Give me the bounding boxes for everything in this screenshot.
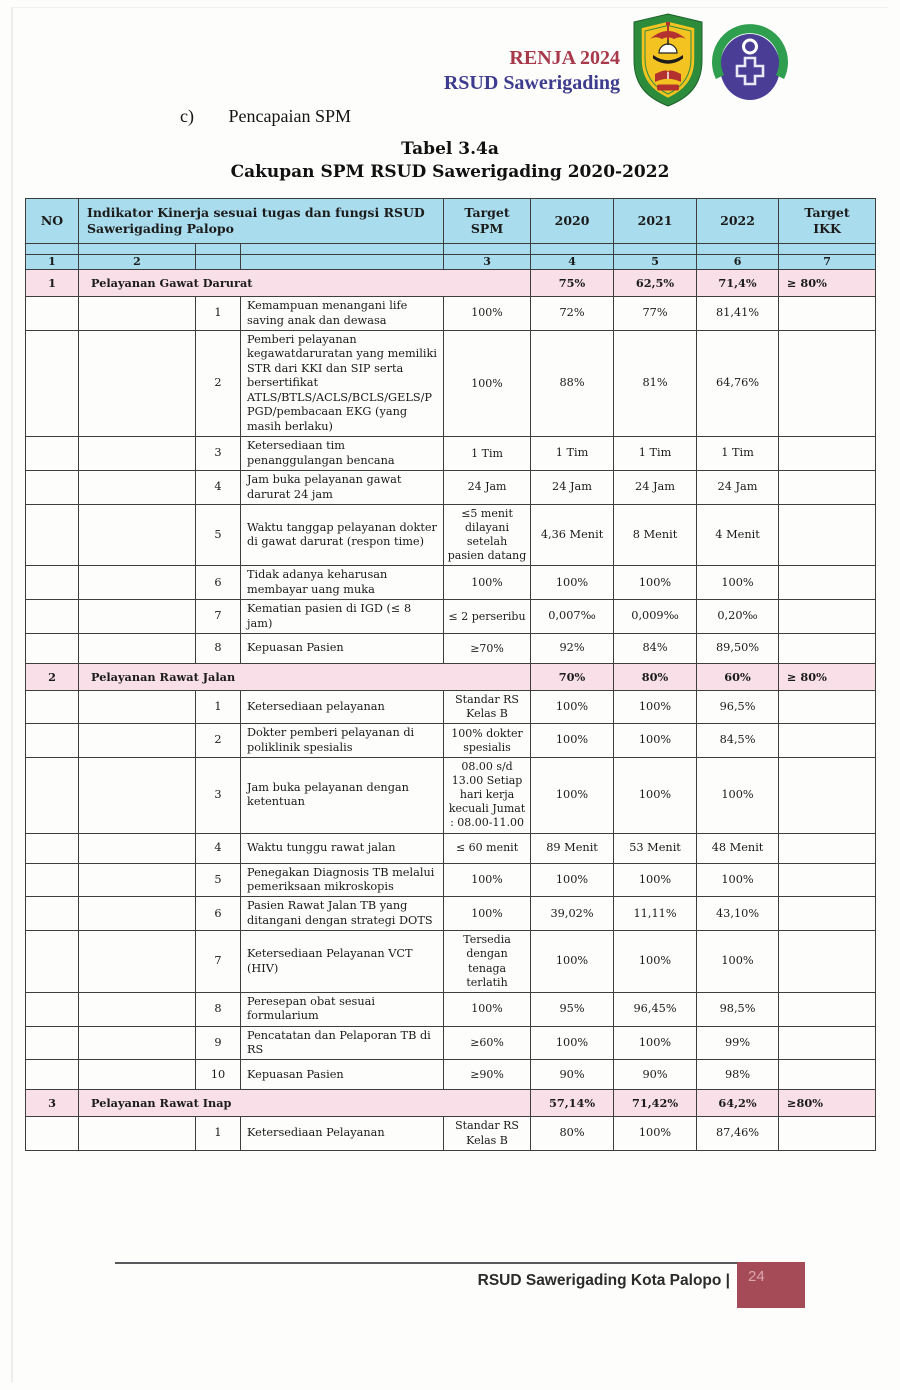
cell-indicator: Penegakan Diagnosis TB melalui pemeriksaan mikroskopis [241,863,444,897]
indicator-row [26,600,876,634]
header-target-ikk: Target IKK [779,199,876,244]
cell-item-number: 3 [196,437,241,471]
cell-target-spm: ≤ 2 perseribu [444,600,531,634]
indicator-row [26,691,876,724]
cell-item-number: 2 [196,330,241,436]
intro-label: Pencapaian SPM [228,106,351,126]
cell-value-2022: 100% [697,931,779,992]
cell-target-ikk [779,931,876,992]
indicator-row [26,1117,876,1150]
hospital-logo [712,20,788,104]
cell-sub-blank [79,566,196,600]
indicator-row [26,330,876,436]
cell-value-2021: 100% [614,758,697,833]
cell-target-spm: 24 Jam [444,471,531,505]
section-target-ikk: ≥ 80% [779,664,876,691]
cell-value-2022: 64,76% [697,330,779,436]
header-no: NO [26,199,79,244]
cell-value-2020: 100% [531,931,614,992]
cell-target-spm: 1 Tim [444,437,531,471]
section-row [26,270,876,297]
indicator-row [26,297,876,331]
cell-sub-blank [79,437,196,471]
cell-target-ikk [779,471,876,505]
cell-value-2021: 8 Menit [614,504,697,565]
cell-no-blank [26,634,79,664]
cell-value-2020: 100% [531,691,614,724]
cell-no-blank [26,504,79,565]
cell-value-2021: 100% [614,1026,697,1060]
cell-no-blank [26,1060,79,1090]
cell-target-ikk [779,634,876,664]
cell-no-blank [26,297,79,331]
cell-no-blank [26,897,79,931]
cell-value-2020: 1 Tim [531,437,614,471]
cell-no-blank [26,566,79,600]
cell-value-2021: 11,11% [614,897,697,931]
indicator-row [26,833,876,863]
cell-item-number: 8 [196,634,241,664]
cell-target-spm: 100% [444,992,531,1026]
cell-indicator: Pencatatan dan Pelaporan TB di RS [241,1026,444,1060]
scan-edge-top [11,7,888,8]
indicator-row [26,1026,876,1060]
cell-value-2021: 81% [614,330,697,436]
cell-sub-blank [79,634,196,664]
cell-target-spm: ≤ 60 menit [444,833,531,863]
cell-value-2022: 87,46% [697,1117,779,1150]
column-number-row: 1 2 3 4 5 6 7 [26,255,876,270]
indicator-row [26,758,876,833]
cell-no-blank [26,931,79,992]
cell-item-number: 5 [196,863,241,897]
section-row [26,1090,876,1117]
cell-value-2020: 100% [531,724,614,758]
cell-sub-blank [79,691,196,724]
cell-value-2022: 4 Menit [697,504,779,565]
letterhead-program: RENJA 2024 [509,47,620,69]
cell-indicator: Kepuasan Pasien [241,1060,444,1090]
cell-sub-blank [79,297,196,331]
cell-value-2021: 1 Tim [614,437,697,471]
section-value-2021: 80% [614,664,697,691]
cell-sub-blank [79,724,196,758]
cell-indicator: Ketersediaan pelayanan [241,691,444,724]
cell-sub-blank [79,471,196,505]
cell-value-2022: 1 Tim [697,437,779,471]
cell-target-spm: 100% [444,297,531,331]
cell-item-number: 8 [196,992,241,1026]
cell-sub-blank [79,931,196,992]
cell-sub-blank [79,504,196,565]
indicator-row [26,437,876,471]
section-value-2022: 71,4% [697,270,779,297]
section-title: Pelayanan Gawat Darurat [79,270,531,297]
section-row [26,664,876,691]
header-2021: 2021 [614,199,697,244]
cell-indicator: Ketersediaan tim penanggulangan bencana [241,437,444,471]
cell-value-2022: 98,5% [697,992,779,1026]
cell-sub-blank [79,1060,196,1090]
cell-value-2020: 90% [531,1060,614,1090]
cell-indicator: Dokter pemberi pelayanan di poliklinik spesialis [241,724,444,758]
cell-target-spm: 100% [444,897,531,931]
page-number-badge: 24 [737,1262,805,1308]
cell-sub-blank [79,992,196,1026]
cell-item-number: 1 [196,297,241,331]
cell-value-2022: 98% [697,1060,779,1090]
indicator-row [26,724,876,758]
cell-value-2021: 24 Jam [614,471,697,505]
cell-item-number: 5 [196,504,241,565]
cell-target-spm: ≥70% [444,634,531,664]
cell-target-ikk [779,566,876,600]
indicator-row [26,897,876,931]
table-title-line2: Cakupan SPM RSUD Sawerigading 2020-2022 [230,161,670,182]
cell-target-ikk [779,1060,876,1090]
indicator-row [26,863,876,897]
section-target-ikk: ≥ 80% [779,270,876,297]
cell-target-ikk [779,330,876,436]
cell-target-ikk [779,504,876,565]
indicator-row [26,1060,876,1090]
cell-target-ikk [779,897,876,931]
cell-value-2021: 100% [614,863,697,897]
letterhead [0,46,620,96]
cell-target-spm: Standar RS Kelas B [444,1117,531,1150]
cell-indicator: Pasien Rawat Jalan TB yang ditangani dengan strategi DOTS [241,897,444,931]
table-title-line1: Tabel 3.4a [401,139,499,159]
cell-target-spm: Standar RS Kelas B [444,691,531,724]
indicator-row [26,566,876,600]
header-indicator: Indikator Kinerja sesuai tugas dan fungsi RSUD Sawerigading Palopo [79,199,444,244]
cell-target-ikk [779,758,876,833]
palopo-city-crest-logo [628,12,708,108]
cell-value-2020: 89 Menit [531,833,614,863]
cell-no-blank [26,758,79,833]
cell-item-number: 1 [196,691,241,724]
cell-no-blank [26,437,79,471]
cell-sub-blank [79,600,196,634]
cell-value-2021: 96,45% [614,992,697,1026]
cell-value-2020: 88% [531,330,614,436]
cell-target-ikk [779,437,876,471]
cell-indicator: Jam buka pelayanan dengan ketentuan [241,758,444,833]
cell-item-number: 3 [196,758,241,833]
cell-value-2020: 72% [531,297,614,331]
cell-no-blank [26,691,79,724]
cell-value-2022: 48 Menit [697,833,779,863]
cell-indicator: Kematian pasien di IGD (≤ 8 jam) [241,600,444,634]
cell-item-number: 7 [196,931,241,992]
cell-value-2022: 89,50% [697,634,779,664]
cell-value-2022: 84,5% [697,724,779,758]
cell-value-2020: 95% [531,992,614,1026]
cell-target-ikk [779,992,876,1026]
section-value-2021: 71,42% [614,1090,697,1117]
section-value-2020: 70% [531,664,614,691]
header-2020: 2020 [531,199,614,244]
cell-value-2020: 39,02% [531,897,614,931]
spm-table-wrapper [25,198,875,1151]
cell-item-number: 9 [196,1026,241,1060]
cell-value-2020: 92% [531,634,614,664]
cell-target-spm: 100% [444,566,531,600]
cell-no-blank [26,330,79,436]
cell-item-number: 6 [196,566,241,600]
cell-no-blank [26,724,79,758]
cell-value-2021: 53 Menit [614,833,697,863]
cell-value-2022: 24 Jam [697,471,779,505]
cell-indicator: Kemampuan menangani life saving anak dan dewasa [241,297,444,331]
cell-value-2020: 24 Jam [531,471,614,505]
cell-value-2020: 100% [531,1026,614,1060]
cell-indicator: Waktu tanggap pelayanan dokter di gawat darurat (respon time) [241,504,444,565]
cell-indicator: Tidak adanya keharusan membayar uang muka [241,566,444,600]
cell-value-2022: 100% [697,566,779,600]
cell-no-blank [26,1117,79,1150]
cell-target-spm: 100% [444,330,531,436]
cell-value-2021: 77% [614,297,697,331]
cell-value-2020: 100% [531,863,614,897]
cell-item-number: 4 [196,471,241,505]
cell-no-blank [26,471,79,505]
cell-sub-blank [79,833,196,863]
intro-line [180,106,351,127]
cell-no-blank [26,863,79,897]
cell-indicator: Kepuasan Pasien [241,634,444,664]
cell-value-2021: 90% [614,1060,697,1090]
cell-value-2022: 99% [697,1026,779,1060]
cell-indicator: Jam buka pelayanan gawat darurat 24 jam [241,471,444,505]
cell-target-spm: 08.00 s/d 13.00 Setiap hari kerja kecuali Jumat : 08.00-11.00 [444,758,531,833]
cell-value-2021: 100% [614,931,697,992]
cell-target-ikk [779,1117,876,1150]
cell-value-2020: 80% [531,1117,614,1150]
footer-text: RSUD Sawerigading Kota Palopo | [477,1272,730,1289]
spm-table [25,198,876,1151]
cell-target-ikk [779,833,876,863]
section-number: 1 [26,270,79,297]
cell-value-2022: 100% [697,758,779,833]
cell-sub-blank [79,897,196,931]
cell-item-number: 1 [196,1117,241,1150]
cell-sub-blank [79,758,196,833]
section-title: Pelayanan Rawat Jalan [79,664,531,691]
cell-sub-blank [79,330,196,436]
cell-value-2020: 0,007‰ [531,600,614,634]
cell-target-ikk [779,724,876,758]
cell-no-blank [26,992,79,1026]
cell-item-number: 4 [196,833,241,863]
indicator-row [26,931,876,992]
cell-value-2021: 100% [614,566,697,600]
cell-sub-blank [79,863,196,897]
cell-value-2021: 0,009‰ [614,600,697,634]
cell-value-2021: 100% [614,1117,697,1150]
cell-indicator: Ketersediaan Pelayanan VCT (HIV) [241,931,444,992]
cell-item-number: 2 [196,724,241,758]
cell-value-2022: 81,41% [697,297,779,331]
table-header-row [26,199,876,244]
section-value-2020: 75% [531,270,614,297]
cell-target-ikk [779,600,876,634]
cell-indicator: Pemberi pelayanan kegawatdaruratan yang memiliki STR dari KKI dan SIP serta bersertifikat ATLS/BTLS/ACLS/BCLS/GELS/PPGD/pembacaan EKG (yang masih berlaku) [241,330,444,436]
table-title [25,138,875,184]
scan-edge-left [11,7,13,1382]
cell-target-spm: 100% [444,863,531,897]
cell-value-2021: 100% [614,691,697,724]
cell-item-number: 10 [196,1060,241,1090]
indicator-row [26,504,876,565]
footer-divider [115,1262,737,1264]
section-title: Pelayanan Rawat Inap [79,1090,531,1117]
cell-value-2022: 0,20‰ [697,600,779,634]
header-2022: 2022 [697,199,779,244]
cell-indicator: Peresepan obat sesuai formularium [241,992,444,1026]
cell-item-number: 6 [196,897,241,931]
indicator-row [26,471,876,505]
cell-sub-blank [79,1026,196,1060]
cell-item-number: 7 [196,600,241,634]
cell-value-2022: 43,10% [697,897,779,931]
cell-target-ikk [779,1026,876,1060]
cell-sub-blank [79,1117,196,1150]
cell-target-ikk [779,691,876,724]
cell-indicator: Ketersediaan Pelayanan [241,1117,444,1150]
cell-target-spm: ≤5 menit dilayani setelah pasien datang [444,504,531,565]
cell-value-2022: 96,5% [697,691,779,724]
section-target-ikk: ≥80% [779,1090,876,1117]
cell-target-ikk [779,297,876,331]
section-value-2020: 57,14% [531,1090,614,1117]
indicator-row [26,992,876,1026]
cell-value-2020: 100% [531,758,614,833]
section-number: 2 [26,664,79,691]
cell-value-2022: 100% [697,863,779,897]
cell-value-2021: 84% [614,634,697,664]
section-value-2021: 62,5% [614,270,697,297]
cell-indicator: Waktu tunggu rawat jalan [241,833,444,863]
cell-target-ikk [779,863,876,897]
cell-value-2020: 4,36 Menit [531,504,614,565]
section-number: 3 [26,1090,79,1117]
cell-no-blank [26,833,79,863]
cell-value-2021: 100% [614,724,697,758]
letterhead-org: RSUD Sawerigading [443,72,620,94]
header-spacer-row [26,244,876,255]
cell-target-spm: ≥60% [444,1026,531,1060]
cell-no-blank [26,1026,79,1060]
intro-marker: c) [180,106,194,126]
cell-target-spm: ≥90% [444,1060,531,1090]
cell-target-spm: 100% dokter spesialis [444,724,531,758]
header-target-spm: Target SPM [444,199,531,244]
cell-no-blank [26,600,79,634]
cell-target-spm: Tersedia dengan tenaga terlatih [444,931,531,992]
indicator-row [26,634,876,664]
section-value-2022: 60% [697,664,779,691]
section-value-2022: 64,2% [697,1090,779,1117]
cell-value-2020: 100% [531,566,614,600]
